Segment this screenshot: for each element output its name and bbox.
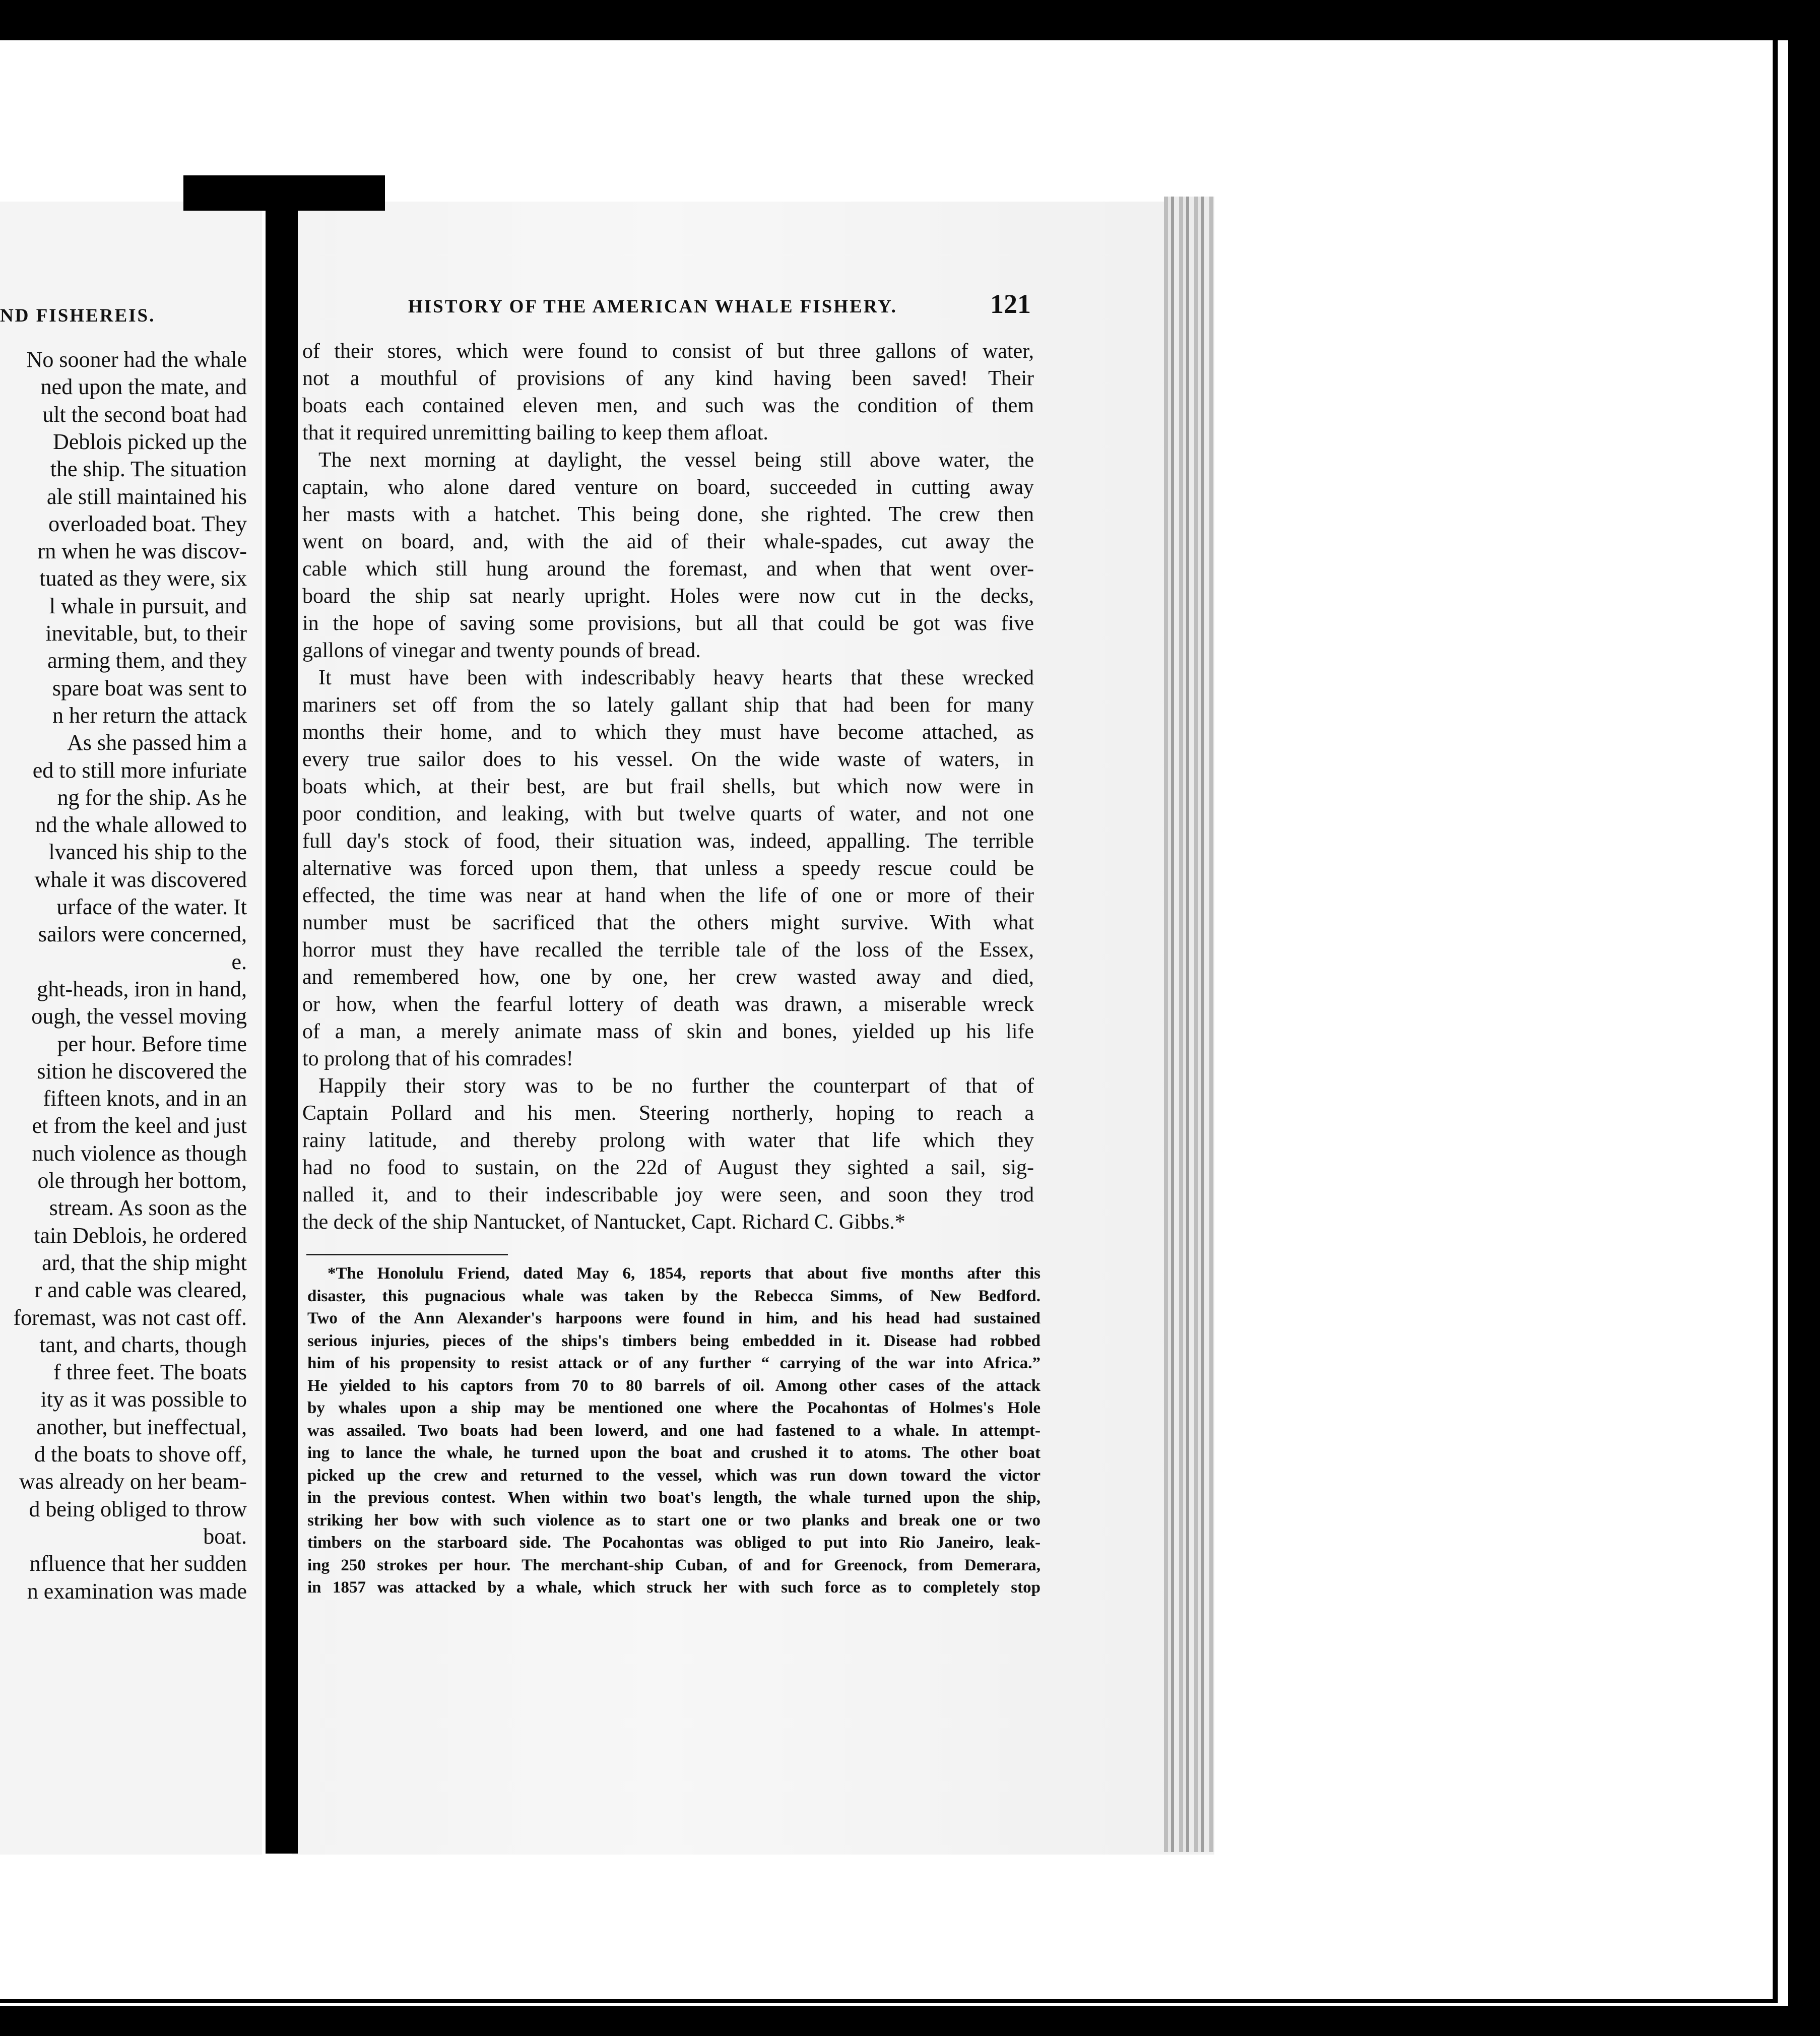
left-page-line: arming them, and they (47, 648, 247, 673)
left-page-line: fifteen knots, and in an (43, 1086, 247, 1111)
text-line: It must have been with indescribably heavy hearts that these wrecked (318, 666, 1034, 689)
left-page-line: rn when he was discov- (37, 539, 247, 564)
text-line: effected, the time was near at hand when the life of one or more of their (302, 884, 1034, 907)
text-line: captain, who alone dared venture on board, succeeded in cutting away (302, 476, 1034, 499)
footnote (307, 1262, 1041, 1599)
left-page-line: Deblois picked up the (53, 429, 247, 454)
left-page-line: urface of the water. It (56, 895, 247, 919)
left-page-line: nfluence that her sudden (29, 1551, 247, 1576)
text-line: of their stores, which were found to consist of but three gallons of water, (302, 340, 1034, 363)
book-spine (266, 211, 298, 1854)
text-line: nalled it, and to their indescribable joy were seen, and soon they trod (302, 1183, 1034, 1206)
text-line: the deck of the ship Nantucket, of Nantucket, Capt. Richard C. Gibbs.* (302, 1211, 905, 1234)
footnote-line: picked up the crew and returned to the vessel, which was run down toward the victor (307, 1466, 1041, 1485)
left-page (0, 202, 262, 1855)
text-line: in the hope of saving some provisions, but all that could be got was five (302, 612, 1034, 635)
footnote-line: ing 250 strokes per hour. The merchant-ship Cuban, of and for Greenock, from Demerara, (307, 1556, 1041, 1574)
left-page-line: ough, the vessel moving (31, 1004, 247, 1029)
left-page-line: nd the whale allowed to (35, 812, 247, 838)
microfilm-frame-right (1788, 0, 1820, 2036)
footnote-line: He yielded to his captors from 70 to 80 barrels of oil. Among other cases of the attack (307, 1376, 1041, 1395)
text-line: alternative was forced upon them, that unless a speedy rescue could be (302, 857, 1034, 880)
left-page-line: ale still maintained his (46, 484, 247, 509)
text-line: months their home, and to which they must have become attached, as (302, 721, 1034, 744)
text-line: board the ship sat nearly upright. Holes were now cut in the decks, (302, 585, 1034, 608)
left-page-line: stream. As soon as the (49, 1195, 247, 1221)
left-page-line: overloaded boat. They (48, 511, 247, 536)
text-line: cable which still hung around the foremast, and when that went over- (302, 557, 1034, 581)
text-line: number must be sacrificed that the others might survive. With what (302, 911, 1034, 934)
left-page-line: tain Deblois, he ordered (34, 1223, 247, 1248)
footnote-line: by whales upon a ship may be mentioned one where the Pocahontas of Holmes's Hole (307, 1399, 1041, 1417)
text-line: to prolong that of his comrades! (302, 1047, 573, 1070)
left-page-line: f three feet. The boats (53, 1360, 247, 1385)
left-running-head: ND FISHEREIS. (0, 305, 156, 326)
footnote-rule (306, 1254, 508, 1255)
footnote-line: *The Honolulu Friend, dated May 6, 1854, reports that about five months after this (328, 1264, 1041, 1283)
footnote-line: Two of the Ann Alexander's harpoons were found in him, and his head had sustained (307, 1309, 1041, 1327)
running-head: HISTORY OF THE AMERICAN WHALE FISHERY. (408, 296, 897, 317)
left-page-line: ity as it was possible to (40, 1387, 247, 1412)
page-number: 121 (990, 289, 1031, 319)
left-page-line: No sooner had the whale (26, 347, 247, 372)
footnote-line: serious injuries, pieces of the ships's timbers being embedded in it. Disease had robbed (307, 1331, 1041, 1350)
microfilm-frame-top (0, 0, 1820, 40)
left-page-line: l whale in pursuit, and (49, 593, 247, 618)
left-page-line: ed to still more infuriate (32, 757, 247, 783)
footnote-line: in 1857 was attacked by a whale, which struck her with such force as to completely stop (307, 1578, 1041, 1597)
left-page-line: spare boat was sent to (52, 675, 247, 701)
footnote-line: disaster, this pugnacious whale was taken by the Rebecca Simms, of New Bedford. (307, 1287, 1041, 1305)
text-line: The next morning at daylight, the vessel being still above water, the (318, 449, 1034, 472)
text-line: her masts with a hatchet. This being done, she righted. The crew then (302, 503, 1034, 526)
left-page-line: n her return the attack (52, 703, 247, 728)
left-page-line: ng for the ship. As he (57, 785, 247, 810)
body-text (302, 338, 1034, 1236)
text-line: went on board, and, with the aid of their whale-spades, cut away the (302, 530, 1034, 553)
left-page-line: sition he discovered the (37, 1058, 247, 1084)
text-line: full day's stock of food, their situation was, indeed, appalling. The terrible (302, 830, 1034, 853)
left-page-line: per hour. Before time (57, 1031, 247, 1056)
text-line: boats each contained eleven men, and such was the condition of them (302, 394, 1034, 417)
footnote-line: timbers on the starboard side. The Pocahontas was obliged to put into Rio Janeiro, leak- (307, 1534, 1041, 1552)
paragraph (302, 664, 1034, 1072)
left-page-line: ard, that the ship might (42, 1250, 247, 1275)
left-page-line: ned upon the mate, and (40, 374, 247, 400)
paragraph (302, 1072, 1034, 1236)
left-page-line: lvanced his ship to the (48, 840, 247, 865)
left-page-line: ole through her bottom, (37, 1168, 247, 1193)
left-page-line: As she passed him a (67, 730, 247, 755)
text-line: mariners set off from the so lately gallant ship that had been for many (302, 693, 1034, 717)
text-line: boats which, at their best, are but frail shells, but which now were in (302, 775, 1034, 798)
text-line: every true sailor does to his vessel. On the wide waste of waters, in (302, 748, 1034, 771)
left-page-line: whale it was discovered (34, 867, 247, 892)
left-page-line: tant, and charts, though (39, 1332, 247, 1357)
footnote-line: striking her bow with such violence as to start one or two planks and break one or two (307, 1511, 1041, 1530)
text-line: Happily their story was to be no further the counterpart of that of (318, 1074, 1034, 1098)
footnote-line: ing to lance the whale, he turned upon the boat and crushed it to atoms. The other boat (307, 1444, 1041, 1462)
left-page-line: et from the keel and just (32, 1113, 247, 1138)
footnote-line: in the previous contest. When within two boat's length, the whale turned upon the ship, (307, 1489, 1041, 1507)
left-page-line: ght-heads, iron in hand, (37, 976, 247, 1001)
left-page-line: another, but ineffectual, (36, 1414, 247, 1439)
left-page-line: inevitable, but, to their (45, 621, 247, 646)
text-line: and remembered how, one by one, her crew wasted away and died, (302, 966, 1034, 989)
left-page-line: sailors were concerned, (38, 922, 247, 947)
paragraph (302, 447, 1034, 664)
text-line: horror must they have recalled the terrible tale of the loss of the Essex, (302, 938, 1034, 962)
text-line: of a man, a merely animate mass of skin and bones, yielded up his life (302, 1020, 1034, 1043)
text-line: rainy latitude, and thereby prolong with water that life which they (302, 1129, 1034, 1152)
left-page-line: nuch violence as though (32, 1140, 247, 1166)
left-page-line: e. (231, 949, 247, 974)
text-line: poor condition, and leaking, with but twelve quarts of water, and not one (302, 802, 1034, 825)
left-page-line: was already on her beam- (19, 1469, 247, 1494)
paragraph (302, 338, 1034, 447)
text-line: not a mouthful of provisions of any kind having been saved! Their (302, 367, 1034, 390)
left-page-line: the ship. The situation (50, 457, 247, 482)
text-line: Captain Pollard and his men. Steering northerly, hoping to reach a (302, 1102, 1034, 1125)
left-page-line: boat. (203, 1523, 247, 1549)
page-edges (1164, 197, 1214, 1852)
left-page-line: foremast, was not cast off. (13, 1305, 247, 1330)
microfilm-frame-bottom (0, 2006, 1820, 2036)
text-line: or how, when the fearful lottery of death was drawn, a miserable wreck (302, 993, 1034, 1016)
footnote-line: him of his propensity to resist attack or of any further “ carrying of the war into Africa.” (307, 1354, 1041, 1372)
left-page-line: d being obliged to throw (29, 1496, 247, 1521)
book-spine-top (183, 175, 385, 211)
footnote-line: was assailed. Two boats had been lowerd, and one had fastened to a whale. In attempt- (307, 1421, 1041, 1440)
text-line: gallons of vinegar and twenty pounds of bread. (302, 639, 701, 662)
left-page-line: r and cable was cleared, (34, 1278, 247, 1303)
text-line: had no food to sustain, on the 22d of August they sighted a sail, sig- (302, 1156, 1034, 1179)
left-page-line: tuated as they were, six (39, 566, 247, 591)
left-page-line: ult the second boat had (42, 402, 247, 427)
text-line: that it required unremitting bailing to keep them afloat. (302, 421, 768, 444)
left-page-line: n examination was made (27, 1578, 247, 1604)
left-page-line: d the boats to shove off, (34, 1442, 247, 1467)
